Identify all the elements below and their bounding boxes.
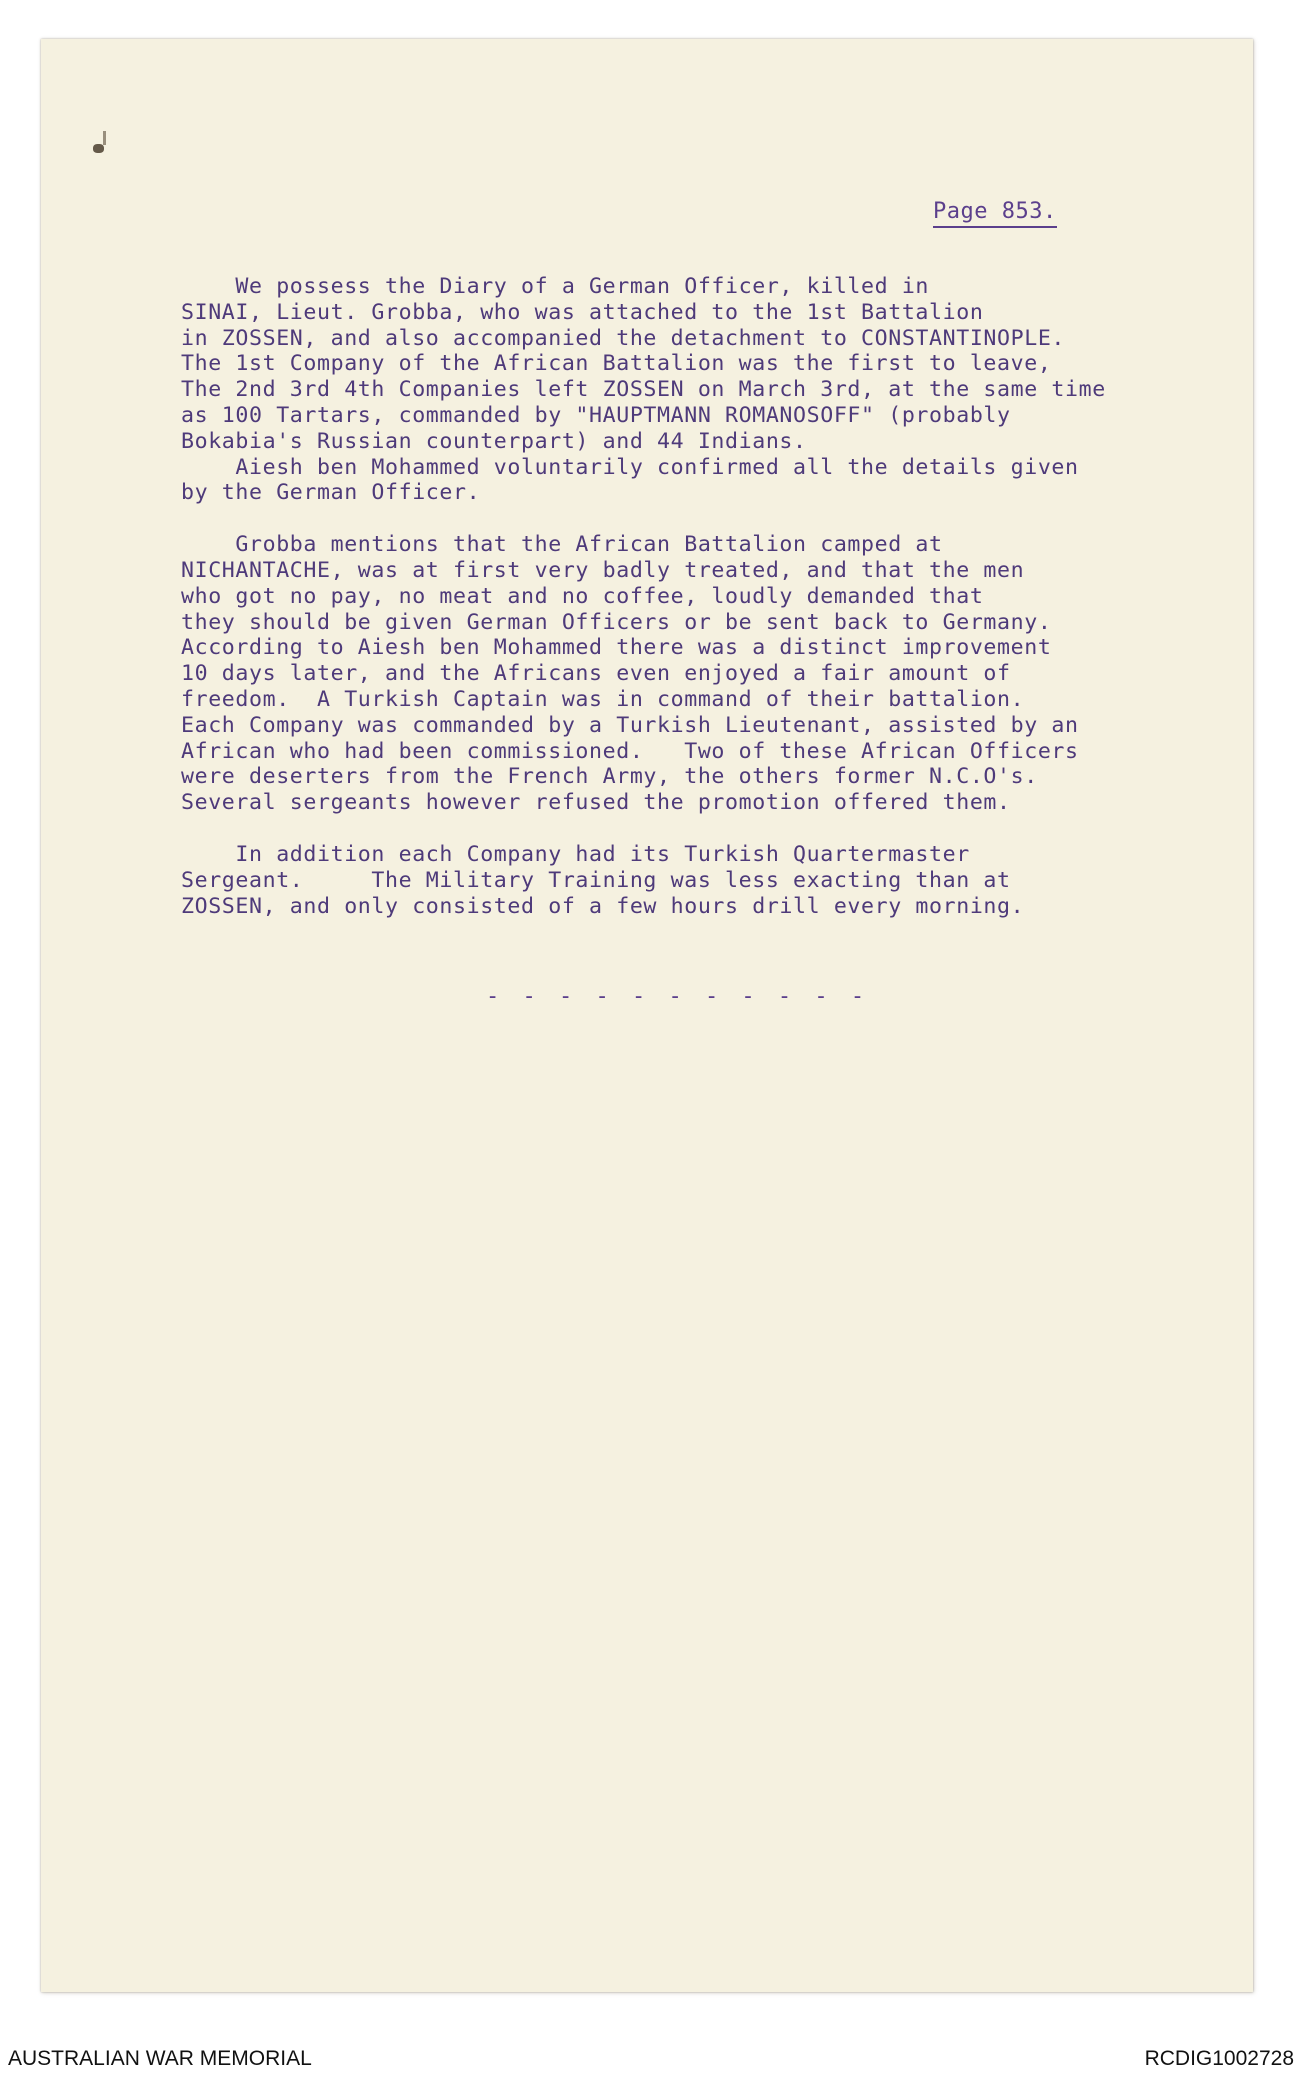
- paragraph-nichantache: [181, 532, 1221, 816]
- text-line: In addition each Company had its Turkish Quartermaster: [181, 841, 970, 867]
- dashed-separator: - - - - - - - - - - -: [486, 984, 870, 1009]
- paragraph-diary: [181, 274, 1221, 455]
- page-number: Page 853.: [933, 199, 1057, 228]
- paragraph-confirmation: [181, 455, 1221, 507]
- text-line: NICHANTACHE, was at first very badly treated, and that the men: [181, 557, 1025, 583]
- footer-record-id: RCDIG1002728: [1144, 2047, 1294, 2070]
- text-line: they should be given German Officers or be sent back to Germany.: [181, 609, 1052, 635]
- text-line: The 1st Company of the African Battalion was the first to leave,: [181, 351, 1052, 377]
- text-line: freedom. A Turkish Captain was in command of their battalion.: [181, 686, 1025, 712]
- text-line: Bokabia's Russian counterpart) and 44 Indians.: [181, 428, 807, 454]
- text-line: According to Aiesh ben Mohammed there was a distinct improvement: [181, 635, 1052, 661]
- text-line: in ZOSSEN, and also accompanied the detachment to CONSTANTINOPLE.: [181, 325, 1066, 351]
- text-line: as 100 Tartars, commanded by "HAUPTMANN ROMANOSOFF" (probably: [181, 402, 1011, 428]
- pin-hole-stain: [93, 144, 104, 153]
- text-line: Grobba mentions that the African Battalion camped at: [181, 532, 943, 558]
- text-line: by the German Officer.: [181, 480, 481, 506]
- text-line: African who had been commissioned. Two of these African Officers: [181, 738, 1079, 764]
- text-line: ZOSSEN, and only consisted of a few hours drill every morning.: [181, 893, 1025, 919]
- text-line: Each Company was commanded by a Turkish Lieutenant, assisted by an: [181, 712, 1079, 738]
- footer-institution: AUSTRALIAN WAR MEMORIAL: [8, 2047, 312, 2070]
- typed-body: [181, 274, 1221, 919]
- text-line: SINAI, Lieut. Grobba, who was attached to the 1st Battalion: [181, 299, 984, 325]
- text-line: 10 days later, and the Africans even enjoyed a fair amount of: [181, 661, 1011, 687]
- paragraph-training: [181, 842, 1221, 919]
- text-line: Several sergeants however refused the promotion offered them.: [181, 790, 1011, 816]
- text-line: Sergeant. The Military Training was less exacting than at: [181, 867, 1011, 893]
- pin-mark: [103, 131, 106, 145]
- text-line: were deserters from the French Army, the others former N.C.O's.: [181, 764, 1038, 790]
- text-line: Aiesh ben Mohammed voluntarily confirmed all the details given: [181, 454, 1079, 480]
- text-line: who got no pay, no meat and no coffee, loudly demanded that: [181, 583, 984, 609]
- text-line: We possess the Diary of a German Officer, killed in: [181, 274, 930, 299]
- text-line: The 2nd 3rd 4th Companies left ZOSSEN on March 3rd, at the same time: [181, 377, 1106, 403]
